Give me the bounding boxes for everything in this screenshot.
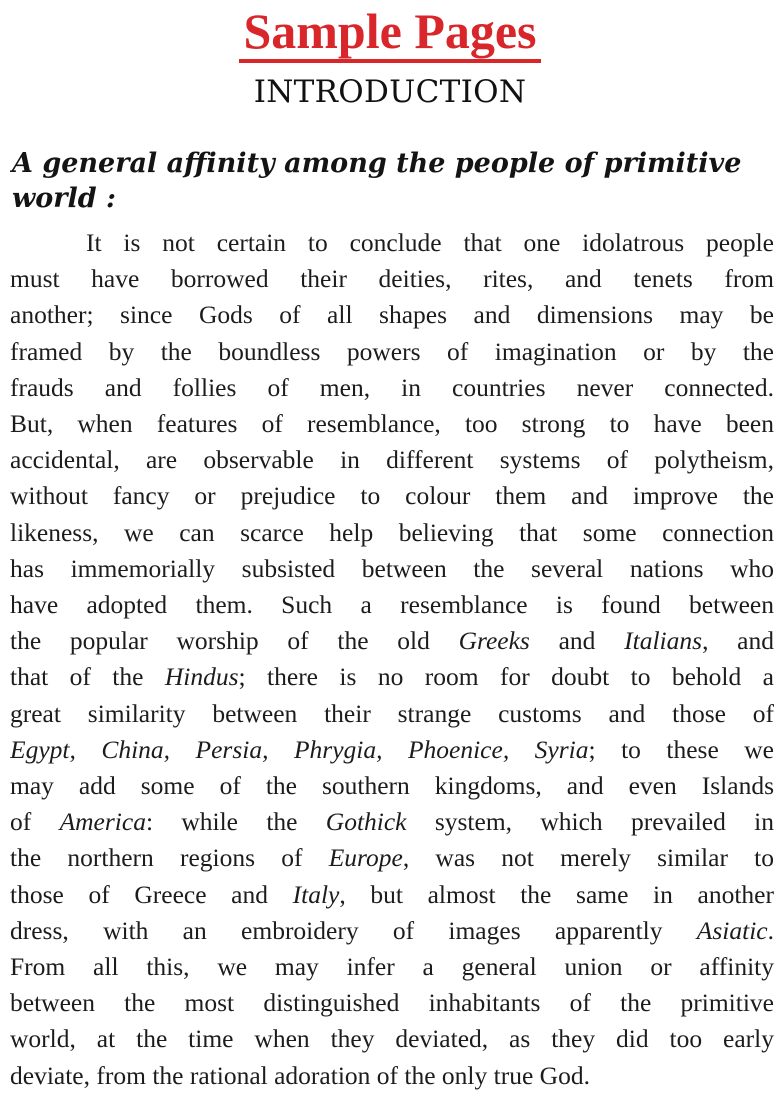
body-line: great similarity between their strange customs and those of <box>10 698 774 728</box>
body-line: must have borrowed their deities, rites, and tenets from <box>10 264 774 294</box>
body-line: has immemorially subsisted between the several nations who <box>10 553 774 583</box>
body-line: the popular worship of the old Greeks and Italians, and <box>10 626 774 656</box>
body-line: accidental, are observable in different systems of polytheism, <box>10 445 774 475</box>
body-line: From all this, we may infer a general union or affinity <box>10 952 774 982</box>
section-heading-line: A general affinity among the people of primitive <box>12 148 742 179</box>
body-line: likeness, we can scarce help believing that some connection <box>10 517 774 547</box>
body-line: deviate, from the rational adoration of the only true God. <box>10 1060 590 1090</box>
body-line: that of the Hindus; there is no room for doubt to behold a <box>10 662 774 692</box>
body-line: frauds and follies of men, in countries never connected. <box>10 372 774 402</box>
body-line: But, when features of resemblance, too strong to have been <box>10 409 774 439</box>
body-line: Egypt, China, Persia, Phrygia, Phoenice, Syria; to these we <box>10 734 774 764</box>
body-line: of America: while the Gothick system, which prevailed in <box>10 807 774 837</box>
section-heading <box>12 146 772 216</box>
page-header <box>0 4 780 63</box>
body-line: It is not certain to conclude that one idolatrous people <box>86 228 774 257</box>
body-line: between the most distinguished inhabitants of the primitive <box>10 988 774 1018</box>
body-line: the northern regions of Europe, was not merely similar to <box>10 843 774 873</box>
chapter-title: INTRODUCTION <box>253 74 527 110</box>
body-line: world, at the time when they deviated, as they did too early <box>10 1024 774 1054</box>
body-line: may add some of the southern kingdoms, and even Islands <box>10 771 774 801</box>
body-line: another; since Gods of all shapes and dimensions may be <box>10 300 774 330</box>
body-line: have adopted them. Such a resemblance is found between <box>10 590 774 620</box>
body-paragraph <box>10 225 774 1094</box>
section-heading-line: world : <box>12 183 116 214</box>
body-line: those of Greece and Italy, but almost the same in another <box>10 879 774 909</box>
sample-pages-title: Sample Pages <box>239 4 540 63</box>
body-line: without fancy or prejudice to colour them and improve the <box>10 481 774 511</box>
body-line: framed by the boundless powers of imagination or by the <box>10 336 774 366</box>
body-line: dress, with an embroidery of images apparently Asiatic. <box>10 915 774 945</box>
